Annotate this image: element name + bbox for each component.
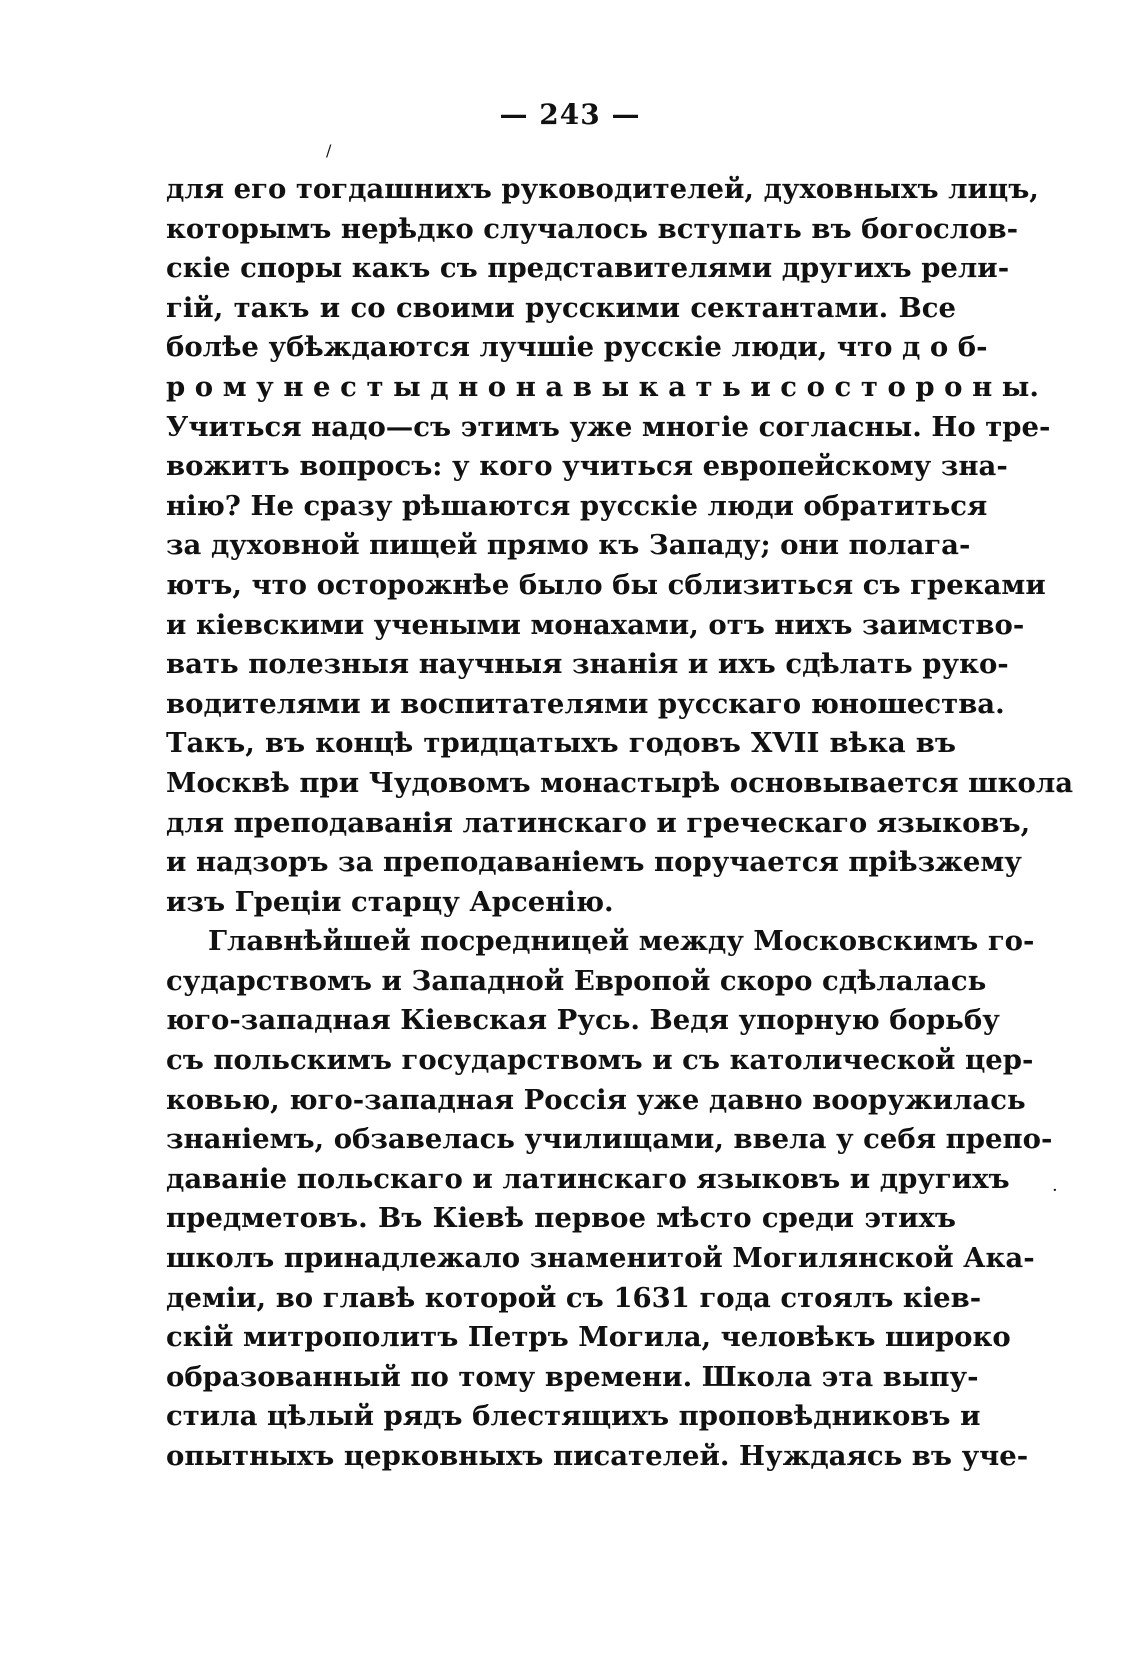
text-line: школъ принадлежало знаменитой Могилянской Ака- [166, 1242, 1035, 1275]
text-line: скіе споры какъ съ представителями другихъ рели- [166, 252, 1010, 285]
text-line: гій, такъ и со своими русскими сектантами. Все [166, 291, 956, 324]
text-line: за духовной пищей прямо къ Западу; они полага- [166, 529, 971, 562]
text-line: Главнѣйшей посредницей между Московскимъ го- [208, 925, 1035, 958]
text-line: Такъ, въ концѣ тридцатыхъ годовъ XVII вѣка въ [166, 727, 956, 760]
text-line: юго-западная Кіевская Русь. Ведя упорную борьбу [166, 1004, 1000, 1037]
stray-dot: · [1052, 1180, 1058, 1201]
text-line: деміи, во главѣ которой съ 1631 года стоялъ кіев- [166, 1281, 982, 1314]
text-line: нію? Не сразу рѣшаются русскіе люди обратиться [166, 489, 988, 522]
text-line: для преподаванія латинскаго и греческаго языковъ, [166, 806, 1031, 839]
text-line: сударствомъ и Западной Европой скоро сдѣлалась [166, 964, 987, 997]
paragraph-1 [166, 170, 1074, 922]
text-line: ютъ, что осторожнѣе было бы сблизиться съ греками [166, 568, 1046, 601]
text-line: Учиться надо—съ этимъ уже многіе согласны. Но тре- [166, 410, 1051, 443]
text-line: предметовъ. Въ Кіевѣ первое мѣсто среди этихъ [166, 1202, 956, 1235]
text-line: и кіевскими учеными монахами, отъ нихъ заимство- [166, 608, 1025, 641]
text-line: вать полезныя научныя знанія и ихъ сдѣлать руко- [166, 648, 1009, 681]
text-line: опытныхъ церковныхъ писателей. Нуждаясь въ уче- [166, 1440, 1029, 1472]
text-line: для его тогдашнихъ руководителей, духовныхъ лицъ, [166, 173, 1039, 205]
text-line: болѣе убѣждаются лучшіе русскіе люди, что д о б- [166, 331, 988, 364]
text-line: съ польскимъ государствомъ и съ католической цер- [166, 1044, 1034, 1077]
body-text [166, 170, 1074, 1477]
text-line: стила цѣлый рядъ блестящихъ проповѣдниковъ и [166, 1400, 981, 1433]
text-line: которымъ нерѣдко случалось вступать въ богослов- [166, 212, 1019, 245]
paragraph-2 [166, 922, 1053, 1476]
stray-mark: / [326, 141, 332, 160]
text-line: вожитъ вопросъ: у кого учиться европейскому зна- [166, 450, 1008, 483]
text-line: изъ Греціи старцу Арсенію. [166, 885, 614, 918]
text-line: и надзоръ за преподаваніемъ поручается пріѣзжему [166, 846, 1022, 879]
text-line: скій митрополитъ Петръ Могила, человѣкъ широко [166, 1321, 1011, 1354]
text-line: знаніемъ, обзавелась училищами, ввела у себя препо- [166, 1123, 1053, 1156]
text-line: Москвѣ при Чудовомъ монастырѣ основывается школа [166, 766, 1074, 799]
text-line: ковью, юго-западная Россія уже давно вооружилась [166, 1083, 1026, 1116]
text-line: образованный по тому времени. Школа эта выпу- [166, 1360, 979, 1393]
text-line: р о м у н е с т ы д н о н а в ы к а т ь и с о с т о р о н ы. [166, 370, 1039, 403]
text-line: водителями и воспитателями русскаго юношества. [166, 687, 1005, 720]
text-line: даваніе польскаго и латинскаго языковъ и другихъ [166, 1162, 1010, 1195]
page-number: — 243 — [499, 98, 641, 131]
